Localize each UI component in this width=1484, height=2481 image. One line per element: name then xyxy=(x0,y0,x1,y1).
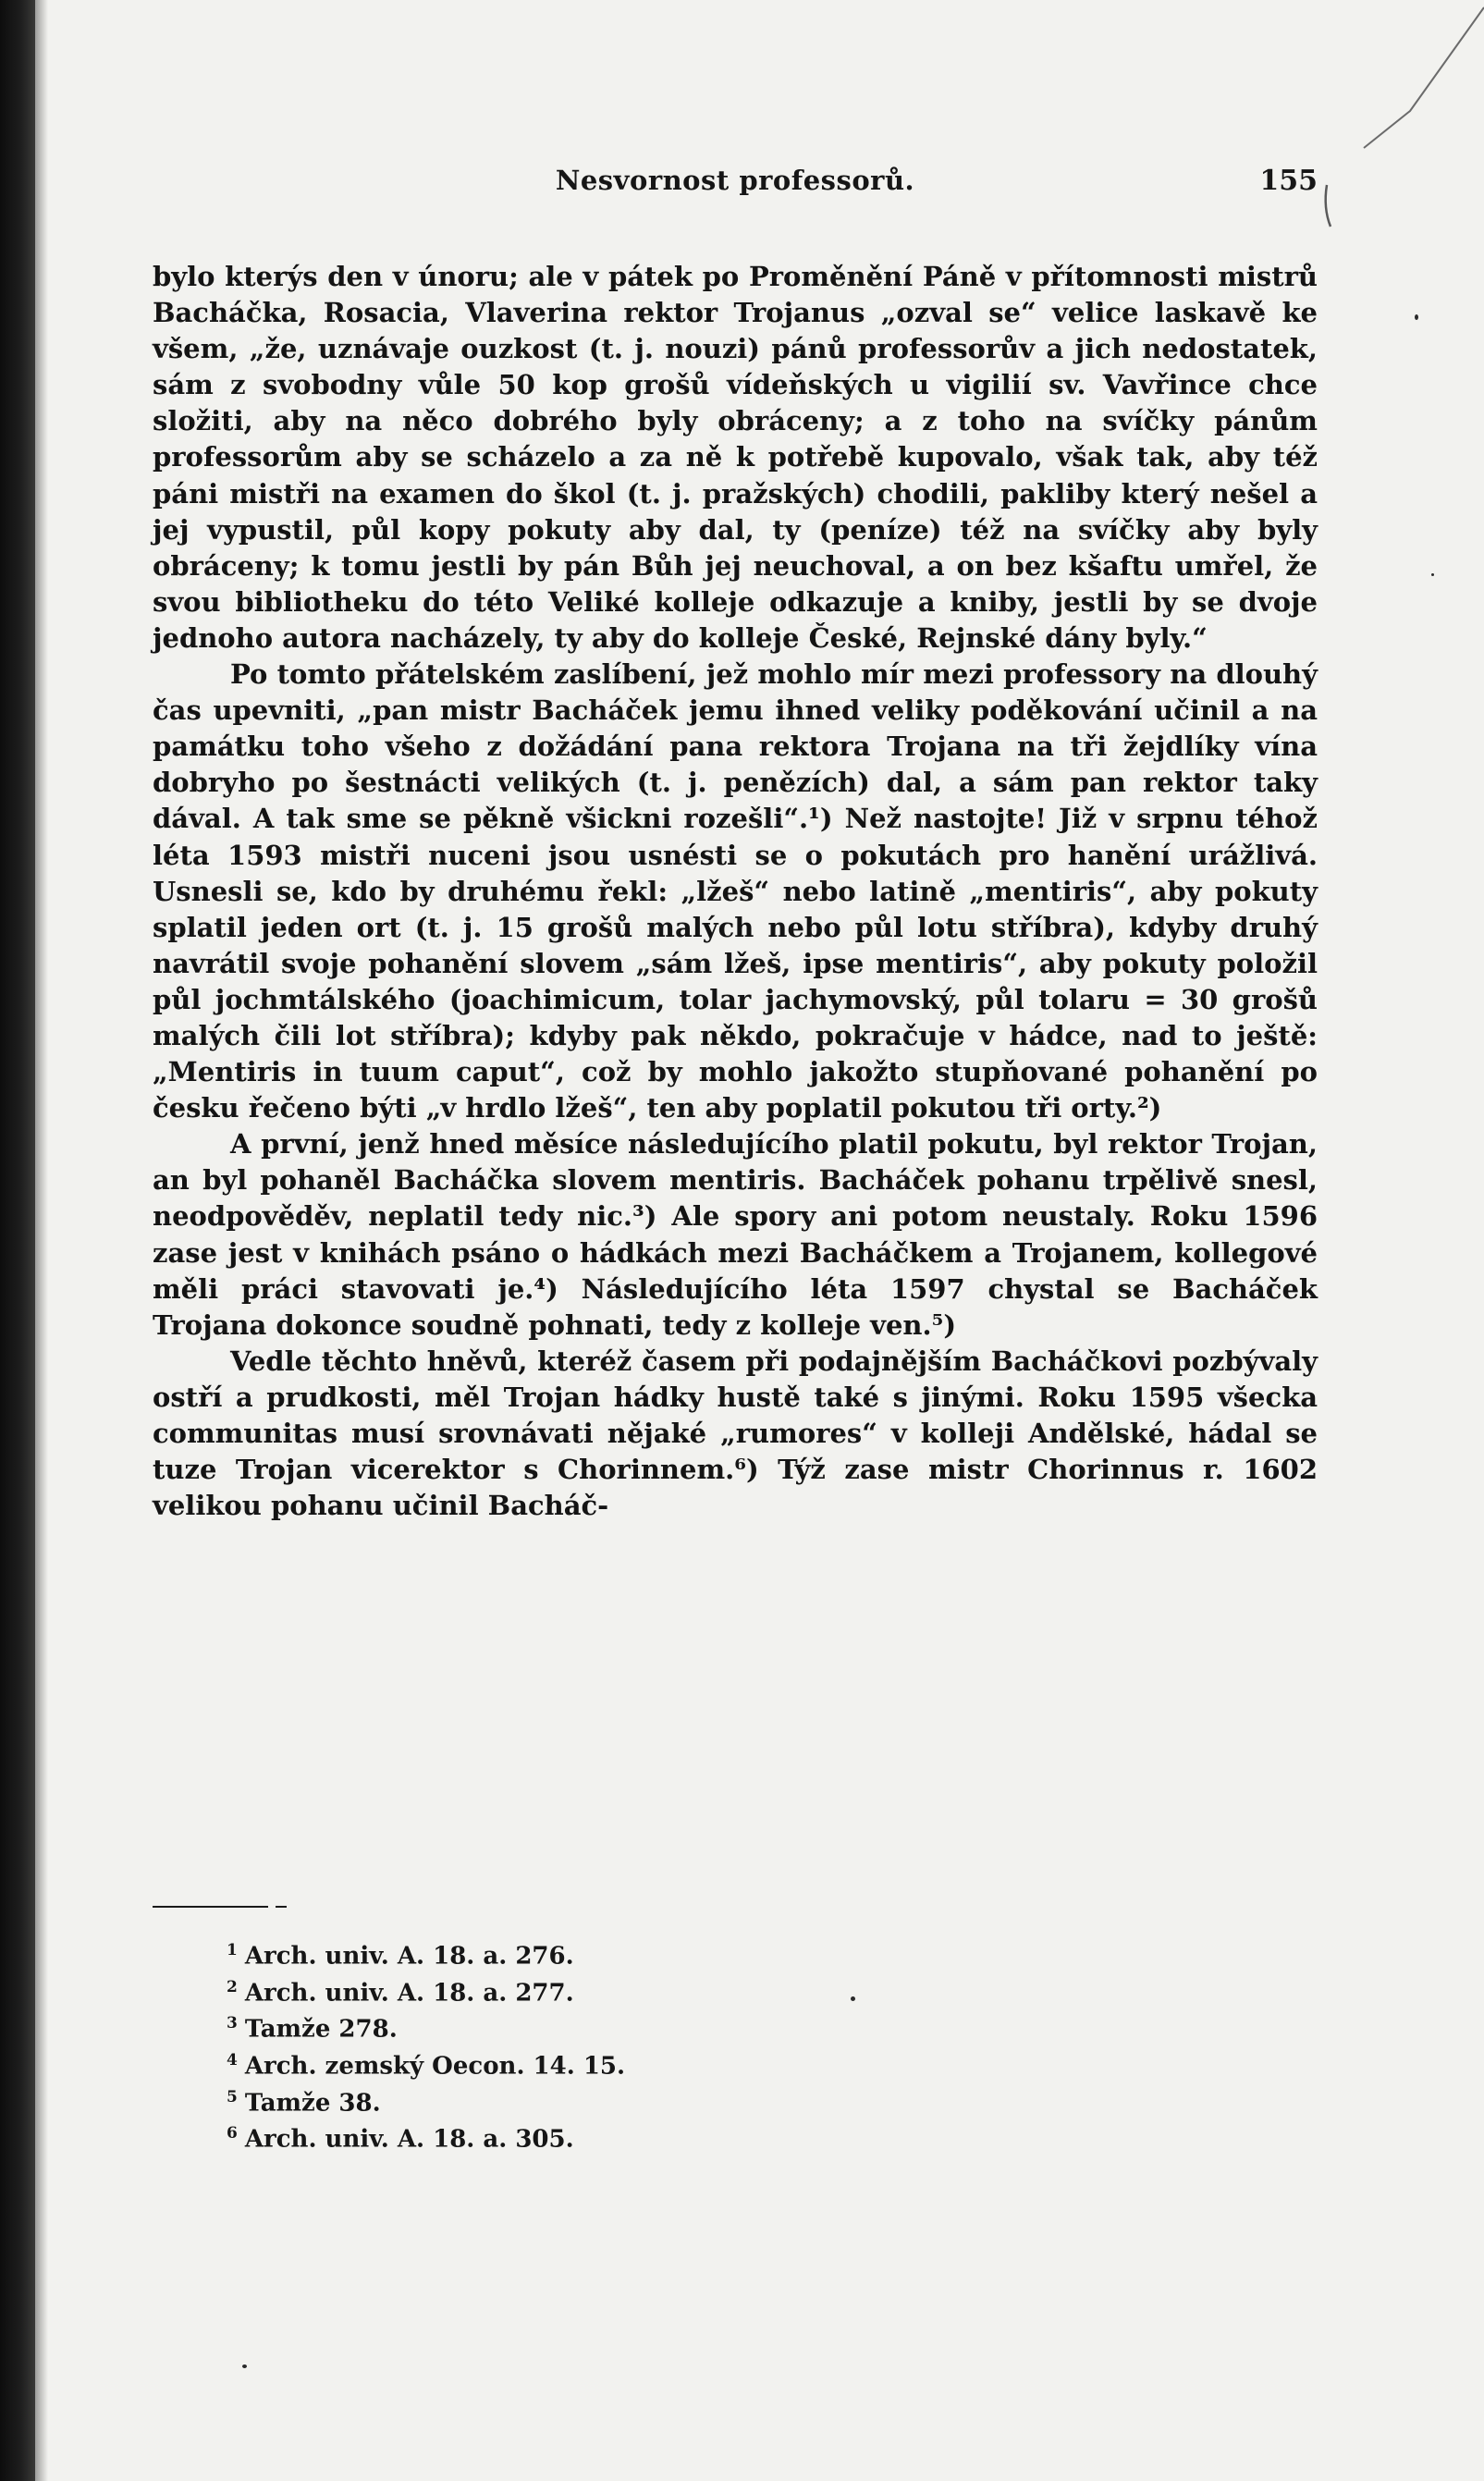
print-speck xyxy=(851,1996,855,2001)
paragraph: bylo kterýs den v únoru; ale v pátek po Proměnění Páně v přítomnosti mistrů Bacháčka, Rosacia, Vlaverina rektor Trojanus „ozval se“ velice laskavě ke všem, „že, uznávaje ouzkost (t. j. nouzi) pánů professorův a jich nedostatek, sám z svobodny vůle 50 kop grošů vídeňských u vigilií sv. Vavřince chce složiti, aby na něco dobrého byly obráceny; a z toho na svíčky pánům professorům aby se scházelo a za ně k potřebě kupovalo, však tak, aby též páni mistři na examen do škol (t. j. pražských) chodili, pakliby který nešel a jej vypustil, půl kopy pokuty aby dal, ty (peníze) též na svíčky aby byly obráceny; k tomu jestli by pán Bůh jej neuchoval, a on bez kšaftu umřel, že svou bibliotheku do této Veliké kolleje odkazuje a kniby, jestli by se dvoje jednoho autora nacházely, ty aby do kolleje České, Rejnské dány byly.“ xyxy=(153,261,1318,654)
footnote-mark: 5 xyxy=(227,2087,238,2106)
footnote-mark: 6 xyxy=(227,2124,238,2143)
footnote-text: Tamže 38. xyxy=(244,2089,381,2118)
footnote-separator-dash xyxy=(276,1906,287,1908)
running-title: Nesvornost professorů. xyxy=(555,165,915,196)
footnote-text: Arch. univ. A. 18. a. 305. xyxy=(244,2125,574,2154)
page-number: 155 xyxy=(1259,165,1318,197)
running-header xyxy=(153,165,1318,211)
footnote-text: Arch. zemský Oecon. 14. 15. xyxy=(244,2052,626,2081)
footnote xyxy=(227,1972,625,2009)
footnote-mark: 3 xyxy=(227,2014,238,2033)
footnote-mark: 2 xyxy=(227,1977,238,1996)
footnote xyxy=(227,2082,625,2119)
footnote-text: Arch. univ. A. 18. a. 277. xyxy=(244,1979,574,2008)
print-speck xyxy=(1415,314,1418,320)
book-binding-shadow xyxy=(0,0,35,2481)
footnote-text: Arch. univ. A. 18. a. 276. xyxy=(244,1942,574,1971)
paragraph: A první, jenž hned měsíce následujícího platil pokutu, byl rektor Trojan, an byl pohaněl Bacháčka slovem mentiris. Bacháček pohanu trpělivě snesl, neodpověděv, neplatil tedy nic.³) Ale spory ani potom neustaly. Roku 1596 zase jest v knihách psáno o hádkách mezi Bacháčkem a Trojanem, kollegové měli práci stavovati je.⁴) Následujícího léta 1597 chystal se Bacháček Trojana dokonce soudně pohnati, tedy z kolleje ven.⁵) xyxy=(153,1128,1318,1341)
pencil-mark xyxy=(1299,0,1484,240)
footnote xyxy=(227,2008,625,2045)
paragraph: Vedle těchto hněvů, kteréž časem při podajnějším Bacháčkovi pozbývaly ostří a prudkosti, měl Trojan hádky hustě také s jinými. Roku 1595 všecka communitas musí srovnávati nějaké „rumores“ v kolleji Andělské, hádal se tuze Trojan vicerektor s Chorinnem.⁶) Týž zase mistr Chorinnus r. 1602 velikou pohanu učinil Bacháč- xyxy=(153,1345,1318,1522)
body-text xyxy=(153,259,1318,1524)
print-speck xyxy=(1431,573,1434,576)
binding-edge-shadow xyxy=(35,0,48,2481)
paragraph: Po tomto přátelském zaslíbení, jež mohlo mír mezi professory na dlouhý čas upevniti, „pan mistr Bacháček jemu ihned veliky poděkování učinil a na památku toho všeho z dožádání pana rektora Trojana na tři žejdlíky vína dobryho po šestnácti velikých (t. j. penězích) dal, a sám pan rektor taky dával. A tak sme se pěkně všickni rozešli“.¹) Než nastojte! Již v srpnu téhož léta 1593 mistři nuceni jsou usnésti se o pokutách pro hanění urážlivá. Usnesli se, kdo by druhému řekl: „lžeš“ nebo latině „mentiris“, aby pokuty splatil jeden ort (t. j. 15 grošů malých nebo půl lotu stříbra), kdyby druhý navrátil svoje pohanění slovem „sám lžeš, ipse mentiris“, aby pokuty položil půl jochmtálského (joachimicum, tolar jachymovský, půl tolaru = 30 grošů malých čili lot stříbra); kdyby pak někdo, pokračuje v hádce, nad to ještě: „Mentiris in tuum caput“, což by mohlo jakožto stupňované pohanění po česku řečeno býti „v hrdlo lžeš“, ten aby poplatil pokutou tři orty.²) xyxy=(153,658,1318,1124)
footnote xyxy=(227,2119,625,2156)
footnote-separator xyxy=(153,1906,268,1908)
footnote xyxy=(227,1935,625,1972)
footnote-mark: 1 xyxy=(227,1941,238,1959)
footnotes xyxy=(227,1935,625,2156)
footnote-mark: 4 xyxy=(227,2050,238,2070)
footnote-text: Tamže 278. xyxy=(244,2015,398,2044)
print-speck xyxy=(242,2364,247,2368)
footnote xyxy=(227,2045,625,2082)
